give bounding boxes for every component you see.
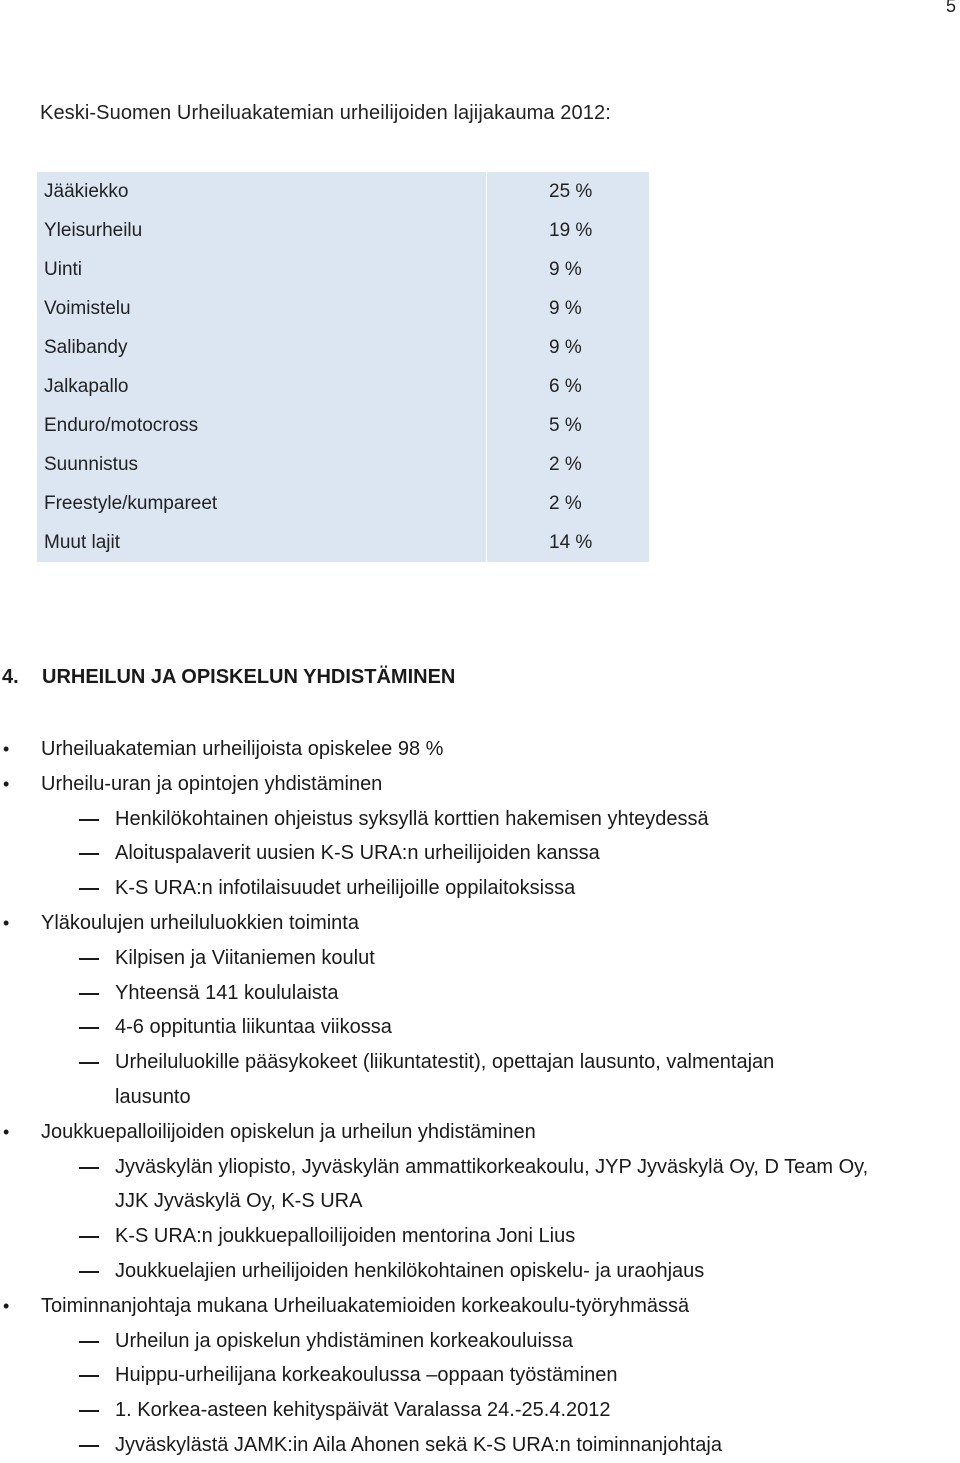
sport-percentage: 25 % [487,172,650,211]
table-row [37,367,649,406]
dash-icon [79,1445,99,1447]
bullet-list [0,732,960,1463]
sport-percentage: 19 % [487,211,650,250]
sport-distribution-table [37,172,649,562]
table-row [37,328,649,367]
sub-list-item: Jyväskylän yliopisto, Jyväskylän ammattikorkeakoulu, JYP Jyväskylä Oy, D Team Oy, [0,1150,960,1185]
sport-percentage: 9 % [487,289,650,328]
table-row [37,445,649,484]
bullet-icon: • [3,1121,10,1142]
list-item: • Urheilu-uran ja opintojen yhdistäminen [0,767,960,802]
table-row [37,484,649,523]
sport-percentage: 2 % [487,484,650,523]
dash-icon [79,888,99,890]
section-title: URHEILUN JA OPISKELUN YHDISTÄMINEN [42,666,456,688]
sport-name: Suunnistus [44,453,139,475]
dash-icon [79,1341,99,1343]
dash-icon [79,993,99,995]
table-row [37,523,649,562]
sub-list-item: Yhteensä 141 koululaista [0,976,960,1011]
sub-list-item: Urheiluluokille pääsykokeet (liikuntatestit), opettajan lausunto, valmentajan [0,1045,960,1080]
dash-icon [79,1375,99,1377]
sport-name: Voimistelu [44,297,131,319]
section-number: 4. [2,666,19,688]
sub-list-item: 1. Korkea-asteen kehityspäivät Varalassa 24.-25.4.2012 [0,1393,960,1428]
sub-list-item: Urheilun ja opiskelun yhdistäminen korkeakouluissa [0,1324,960,1359]
dash-icon [79,1027,99,1029]
list-item: • Joukkuepalloilijoiden opiskelun ja urheilun yhdistäminen [0,1115,960,1150]
intro-paragraph: Keski-Suomen Urheiluakatemian urheilijoiden lajijakauma 2012: [40,102,611,124]
dash-icon [79,1271,99,1273]
dash-icon [79,1410,99,1412]
sport-name: Uinti [44,258,83,280]
bullet-icon: • [3,1295,10,1316]
sub-list-item: Huippu-urheilijana korkeakoulussa –oppaan työstäminen [0,1358,960,1393]
sub-list-item: Kilpisen ja Viitaniemen koulut [0,941,960,976]
sport-name: Jääkiekko [44,180,129,202]
bullet-icon: • [3,912,10,933]
table-row [37,172,649,211]
sport-name: Muut lajit [44,531,121,553]
sub-list-item: Aloituspalaverit uusien K-S URA:n urheilijoiden kanssa [0,836,960,871]
sub-list-item: Joukkuelajien urheilijoiden henkilökohtainen opiskelu- ja uraohjaus [0,1254,960,1289]
list-item: • Yläkoulujen urheiluluokkien toiminta [0,906,960,941]
dash-icon [79,1236,99,1238]
sport-percentage: 14 % [487,523,650,562]
list-item: • Urheiluakatemian urheilijoista opiskelee 98 % [0,732,960,767]
sport-percentage: 5 % [487,406,650,445]
list-item: • Toiminnanjohtaja mukana Urheiluakatemioiden korkeakoulu-työryhmässä [0,1289,960,1324]
sub-list-item: Henkilökohtainen ohjeistus syksyllä korttien hakemisen yhteydessä [0,802,960,837]
bullet-icon: • [3,739,10,759]
sport-name: Jalkapallo [44,375,129,397]
sport-name: Yleisurheilu [44,219,143,241]
sub-list-item: 4-6 oppituntia liikuntaa viikossa [0,1010,960,1045]
dash-icon [79,958,99,960]
table-row [37,250,649,289]
sub-list-item: Jyväskylästä JAMK:in Aila Ahonen sekä K-S URA:n toiminnanjohtaja [0,1428,960,1463]
sport-name: Salibandy [44,336,128,358]
dash-icon [79,819,99,821]
sport-name: Freestyle/kumpareet [44,492,218,514]
sport-percentage: 6 % [487,367,650,406]
page-number: 5 [945,0,956,16]
bullet-icon: • [3,773,10,794]
sub-list-item-continuation: JJK Jyväskylä Oy, K-S URA [115,1190,363,1213]
sport-percentage: 9 % [487,328,650,367]
sub-list-item: K-S URA:n joukkuepalloilijoiden mentorina Joni Lius [0,1219,960,1254]
sub-list-item: K-S URA:n infotilaisuudet urheilijoille oppilaitoksissa [0,871,960,906]
sport-percentage: 2 % [487,445,650,484]
table-row [37,211,649,250]
dash-icon [79,1167,99,1169]
sport-percentage: 9 % [487,250,650,289]
dash-icon [79,1062,99,1064]
sport-name: Enduro/motocross [44,414,199,436]
table-row [37,289,649,328]
dash-icon [79,853,99,855]
sub-list-item-continuation: lausunto [115,1085,191,1108]
table-row [37,406,649,445]
